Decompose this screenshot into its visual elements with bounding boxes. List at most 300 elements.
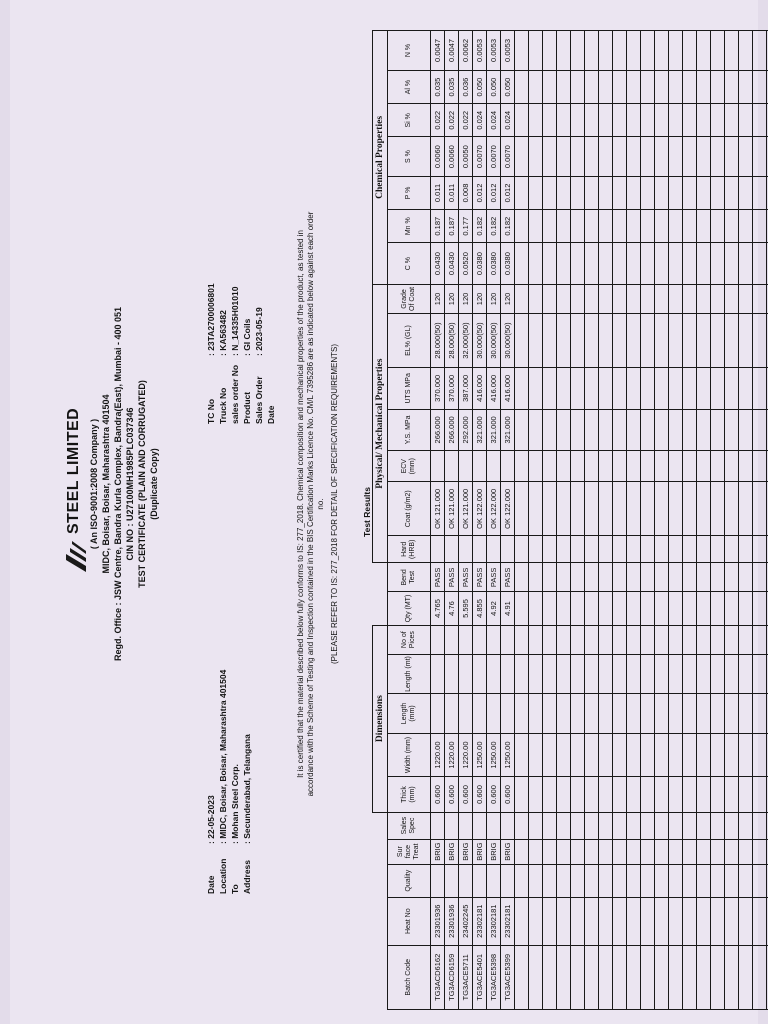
table-cell <box>599 733 613 777</box>
table-cell <box>543 482 557 536</box>
table-cell <box>697 451 711 482</box>
table-cell <box>585 70 599 103</box>
empty-table-row <box>627 31 641 1010</box>
table-cell <box>473 536 487 563</box>
table-cell <box>585 31 599 71</box>
table-cell <box>627 284 641 313</box>
table-cell <box>683 694 697 733</box>
table-cell <box>599 31 613 71</box>
column-header: Y.S. MPa <box>388 409 431 451</box>
info-row <box>253 283 277 424</box>
column-header: Quality <box>388 864 431 897</box>
table-cell <box>543 176 557 209</box>
company-logo <box>64 244 88 724</box>
table-cell <box>641 536 655 563</box>
table-cell <box>515 694 529 733</box>
table-cell <box>585 482 599 536</box>
table-cell <box>697 812 711 839</box>
table-cell <box>655 243 669 285</box>
table-cell <box>585 563 599 592</box>
table-cell <box>697 368 711 410</box>
table-cell <box>515 451 529 482</box>
table-cell <box>697 314 711 368</box>
table-cell <box>613 864 627 897</box>
table-cell <box>515 137 529 176</box>
table-cell <box>697 777 711 812</box>
table-row <box>473 31 487 1010</box>
table-cell <box>697 897 711 945</box>
table-cell <box>753 176 767 209</box>
table-cell: 387.000 <box>459 368 473 410</box>
info-row <box>241 283 253 424</box>
info-label: To <box>230 884 240 894</box>
table-cell <box>669 482 683 536</box>
table-cell: OK 121.000 <box>445 482 459 536</box>
table-cell <box>529 777 543 812</box>
table-cell: BRIG <box>431 839 445 864</box>
table-cell <box>599 864 613 897</box>
table-cell <box>725 777 739 812</box>
table-cell: 0.024 <box>487 104 501 137</box>
table-cell <box>585 137 599 176</box>
table-cell <box>739 864 753 897</box>
table-cell <box>571 70 585 103</box>
table-cell <box>571 104 585 137</box>
table-cell <box>571 482 585 536</box>
table-cell: 0.0062 <box>459 31 473 71</box>
table-cell <box>529 482 543 536</box>
table-group-header <box>373 31 388 1010</box>
table-cell <box>599 243 613 285</box>
table-cell <box>543 451 557 482</box>
table-cell <box>697 176 711 209</box>
table-cell <box>655 70 669 103</box>
table-cell <box>473 694 487 733</box>
table-cell <box>739 451 753 482</box>
column-header: Batch Code <box>388 945 431 1009</box>
table-cell <box>711 864 725 897</box>
table-cell <box>697 733 711 777</box>
table-cell <box>557 625 571 654</box>
table-cell <box>571 31 585 71</box>
table-cell <box>655 137 669 176</box>
table-cell <box>697 243 711 285</box>
table-cell: 23302181 <box>473 897 487 945</box>
column-header: Si % <box>388 104 431 137</box>
table-cell <box>753 368 767 410</box>
table-cell <box>543 368 557 410</box>
table-cell <box>711 563 725 592</box>
table-cell <box>571 243 585 285</box>
table-cell <box>669 409 683 451</box>
table-cell <box>683 104 697 137</box>
empty-table-row <box>725 31 739 1010</box>
table-cell <box>627 104 641 137</box>
table-cell <box>655 654 669 693</box>
table-cell <box>529 536 543 563</box>
iso-line: ( An ISO-9001:2008 Company ) <box>89 418 99 550</box>
table-cell <box>613 654 627 693</box>
table-cell <box>739 31 753 71</box>
table-cell <box>683 314 697 368</box>
table-cell <box>669 777 683 812</box>
table-cell <box>599 210 613 243</box>
table-cell: TG3ACD6159 <box>445 945 459 1009</box>
table-cell <box>613 451 627 482</box>
info-row <box>229 670 241 894</box>
table-cell <box>641 897 655 945</box>
table-cell <box>669 137 683 176</box>
column-header: Grade Of Coat <box>388 284 431 313</box>
table-cell <box>697 409 711 451</box>
table-cell <box>697 31 711 71</box>
table-cell <box>557 409 571 451</box>
table-cell <box>529 563 543 592</box>
column-header: P % <box>388 176 431 209</box>
table-cell <box>725 176 739 209</box>
table-cell <box>571 654 585 693</box>
table-cell <box>641 409 655 451</box>
table-cell <box>599 104 613 137</box>
table-cell: 416.000 <box>473 368 487 410</box>
table-cell <box>627 733 641 777</box>
table-cell <box>711 733 725 777</box>
table-cell <box>697 210 711 243</box>
column-header: Bend Test <box>388 563 431 592</box>
info-label: Sales Order Date <box>254 376 276 424</box>
table-cell <box>739 243 753 285</box>
table-cell <box>711 654 725 693</box>
table-cell <box>585 536 599 563</box>
column-header: Width (mm) <box>388 733 431 777</box>
table-cell <box>543 945 557 1009</box>
table-cell: 0.187 <box>431 210 445 243</box>
table-cell: 0.0070 <box>487 137 501 176</box>
table-cell <box>753 409 767 451</box>
info-label: sales order No <box>230 364 240 424</box>
table-cell <box>557 897 571 945</box>
table-cell <box>711 897 725 945</box>
table-cell <box>585 592 599 625</box>
table-cell: 1250.00 <box>473 733 487 777</box>
table-cell <box>585 104 599 137</box>
table-cell: 0.0380 <box>487 243 501 285</box>
table-cell <box>445 451 459 482</box>
table-cell <box>753 284 767 313</box>
table-cell <box>487 654 501 693</box>
table-cell: 0.050 <box>487 70 501 103</box>
table-cell <box>599 897 613 945</box>
table-cell: BRIG <box>487 839 501 864</box>
table-cell <box>459 864 473 897</box>
table-cell <box>585 409 599 451</box>
table-cell <box>599 409 613 451</box>
table-cell <box>585 654 599 693</box>
table-cell <box>753 243 767 285</box>
table-cell <box>529 733 543 777</box>
table-cell <box>599 563 613 592</box>
table-cell <box>739 536 753 563</box>
table-cell: PASS <box>473 563 487 592</box>
table-cell <box>669 839 683 864</box>
table-cell <box>725 563 739 592</box>
table-cell <box>655 592 669 625</box>
table-cell <box>669 451 683 482</box>
table-cell <box>487 536 501 563</box>
table-cell: 120 <box>431 284 445 313</box>
table-cell <box>599 536 613 563</box>
table-cell <box>739 104 753 137</box>
table-cell <box>529 812 543 839</box>
table-cell <box>739 897 753 945</box>
table-cell <box>753 777 767 812</box>
table-cell <box>669 70 683 103</box>
empty-table-row <box>669 31 683 1010</box>
info-value: : 23TA2700006801 <box>206 283 216 356</box>
test-results-table <box>372 30 768 1010</box>
table-cell <box>669 733 683 777</box>
table-cell <box>529 945 543 1009</box>
table-cell <box>725 625 739 654</box>
table-cell <box>683 812 697 839</box>
plant-address: MIDC, Boisar, Boisar, Maharashtra 401504 <box>101 394 111 574</box>
table-cell: 0.050 <box>501 70 515 103</box>
table-cell <box>571 210 585 243</box>
table-cell <box>753 625 767 654</box>
table-cell <box>725 654 739 693</box>
table-cell <box>487 625 501 654</box>
table-cell <box>459 625 473 654</box>
table-cell: 292.000 <box>459 409 473 451</box>
table-cell: 1220.00 <box>445 733 459 777</box>
table-cell <box>753 733 767 777</box>
table-cell <box>739 482 753 536</box>
table-cell <box>627 70 641 103</box>
table-cell <box>529 314 543 368</box>
table-cell <box>613 733 627 777</box>
table-cell <box>669 945 683 1009</box>
table-cell: 0.0430 <box>431 243 445 285</box>
table-cell <box>571 945 585 1009</box>
table-cell: 0.022 <box>431 104 445 137</box>
column-header: UTS MPa <box>388 368 431 410</box>
table-cell <box>627 314 641 368</box>
table-cell <box>697 864 711 897</box>
table-cell <box>683 897 697 945</box>
info-label: TC No <box>206 398 216 424</box>
table-cell <box>613 314 627 368</box>
table-cell <box>711 536 725 563</box>
table-cell <box>613 625 627 654</box>
table-cell: 0.0380 <box>501 243 515 285</box>
table-cell <box>445 536 459 563</box>
table-cell <box>655 839 669 864</box>
certification-statement <box>296 54 340 954</box>
table-cell <box>487 451 501 482</box>
table-cell <box>571 536 585 563</box>
table-cell <box>739 368 753 410</box>
table-cell <box>655 733 669 777</box>
table-cell <box>599 592 613 625</box>
table-cell <box>543 243 557 285</box>
table-cell <box>571 812 585 839</box>
table-cell <box>683 839 697 864</box>
table-cell <box>669 897 683 945</box>
table-cell <box>739 176 753 209</box>
table-cell <box>431 694 445 733</box>
table-cell <box>711 409 725 451</box>
table-cell <box>627 777 641 812</box>
table-cell <box>599 625 613 654</box>
table-cell <box>543 654 557 693</box>
table-cell <box>543 592 557 625</box>
table-cell <box>725 284 739 313</box>
table-cell: OK 122.000 <box>487 482 501 536</box>
table-cell <box>585 314 599 368</box>
table-cell <box>683 284 697 313</box>
table-cell <box>543 284 557 313</box>
table-cell <box>627 137 641 176</box>
table-cell <box>571 368 585 410</box>
table-cell <box>487 812 501 839</box>
table-cell: 28.000(50) <box>431 314 445 368</box>
table-cell <box>641 210 655 243</box>
table-cell <box>627 536 641 563</box>
column-header: Qty (MT) <box>388 592 431 625</box>
table-cell <box>683 176 697 209</box>
table-cell <box>445 654 459 693</box>
table-cell: 0.0070 <box>501 137 515 176</box>
table-cell <box>669 625 683 654</box>
table-cell <box>599 812 613 839</box>
table-cell <box>711 314 725 368</box>
table-cell <box>487 694 501 733</box>
table-cell <box>613 137 627 176</box>
certificate-header <box>64 244 160 724</box>
table-cell <box>739 694 753 733</box>
table-cell <box>627 409 641 451</box>
copy-label: (Duplicate Copy) <box>149 448 159 520</box>
empty-table-row <box>543 31 557 1010</box>
table-cell <box>683 945 697 1009</box>
table-cell: 0.0520 <box>459 243 473 285</box>
table-cell <box>711 592 725 625</box>
table-cell <box>669 812 683 839</box>
table-cell <box>669 104 683 137</box>
table-cell: 0.024 <box>473 104 487 137</box>
table-cell <box>515 733 529 777</box>
table-cell <box>655 104 669 137</box>
table-cell <box>543 864 557 897</box>
table-cell <box>739 625 753 654</box>
table-cell: 23302181 <box>501 897 515 945</box>
table-cell <box>613 409 627 451</box>
table-cell <box>641 31 655 71</box>
table-cell <box>697 284 711 313</box>
table-cell <box>501 654 515 693</box>
empty-table-row <box>683 31 697 1010</box>
table-cell <box>627 368 641 410</box>
table-cell <box>739 777 753 812</box>
table-cell: OK 122.000 <box>501 482 515 536</box>
empty-table-row <box>599 31 613 1010</box>
table-cell <box>571 563 585 592</box>
table-cell <box>683 654 697 693</box>
table-cell <box>515 945 529 1009</box>
table-cell <box>711 777 725 812</box>
table-cell <box>683 137 697 176</box>
table-cell <box>683 368 697 410</box>
table-cell <box>641 864 655 897</box>
table-cell <box>529 31 543 71</box>
table-cell <box>753 314 767 368</box>
table-cell <box>627 592 641 625</box>
table-cell <box>711 945 725 1009</box>
table-cell <box>641 137 655 176</box>
table-cell <box>641 733 655 777</box>
table-cell <box>739 563 753 592</box>
table-cell: 0.0380 <box>473 243 487 285</box>
table-cell <box>641 176 655 209</box>
table-cell: 0.0060 <box>445 137 459 176</box>
table-cell <box>753 210 767 243</box>
table-cell: OK 121.000 <box>431 482 445 536</box>
table-cell <box>683 409 697 451</box>
empty-table-row <box>557 31 571 1010</box>
table-cell <box>571 284 585 313</box>
table-cell <box>529 654 543 693</box>
table-cell <box>669 536 683 563</box>
table-cell <box>543 137 557 176</box>
table-cell: 0.182 <box>501 210 515 243</box>
table-cell <box>557 70 571 103</box>
table-cell <box>557 314 571 368</box>
table-cell: PASS <box>431 563 445 592</box>
table-cell: 0.182 <box>487 210 501 243</box>
info-row <box>205 670 217 894</box>
table-cell <box>543 314 557 368</box>
table-cell: 0.036 <box>459 70 473 103</box>
table-cell <box>655 864 669 897</box>
table-cell <box>711 812 725 839</box>
table-cell <box>571 694 585 733</box>
table-cell <box>613 812 627 839</box>
table-row <box>431 31 445 1010</box>
table-cell: 23402245 <box>459 897 473 945</box>
table-cell <box>501 812 515 839</box>
table-cell <box>543 104 557 137</box>
table-cell <box>543 733 557 777</box>
table-cell <box>669 314 683 368</box>
table-cell <box>585 733 599 777</box>
table-cell <box>725 409 739 451</box>
table-cell <box>641 694 655 733</box>
table-cell: 1220.00 <box>431 733 445 777</box>
table-cell <box>711 839 725 864</box>
table-cell <box>529 368 543 410</box>
order-info <box>205 283 277 424</box>
table-cell <box>739 654 753 693</box>
table-row <box>445 31 459 1010</box>
table-cell <box>655 536 669 563</box>
table-cell <box>585 210 599 243</box>
table-cell: 32.000(50) <box>459 314 473 368</box>
table-cell <box>641 451 655 482</box>
table-row <box>487 31 501 1010</box>
table-cell <box>459 451 473 482</box>
table-cell: 0.600 <box>445 777 459 812</box>
table-cell: 0.011 <box>445 176 459 209</box>
